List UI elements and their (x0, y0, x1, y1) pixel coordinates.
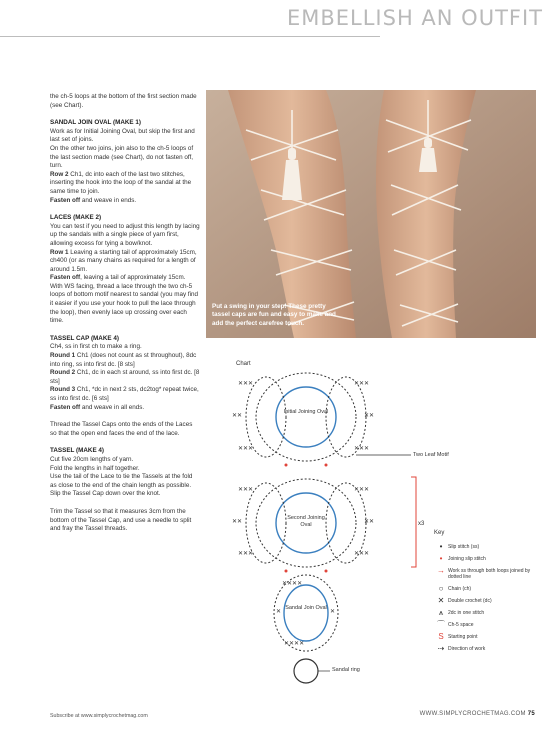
round-label: Round 1 (50, 352, 76, 360)
repeat-bracket (411, 477, 416, 567)
fasten-label: Fasten off (50, 403, 81, 411)
svg-text:✕✕✕: ✕✕✕ (354, 445, 370, 452)
key-item-label: Direction of work (448, 646, 486, 652)
legs-illustration (206, 90, 536, 338)
key-item-label: Starting point (448, 634, 478, 640)
svg-text:✕✕: ✕✕ (364, 412, 375, 419)
laces-section (50, 214, 200, 326)
tassel-cap-round-2 (50, 369, 200, 386)
key-item (434, 586, 544, 592)
key-item (434, 610, 544, 616)
chain-icon: ○ (438, 584, 444, 593)
two-leaf-motif-label: Two Leaf Motif (413, 452, 449, 458)
chart-key (434, 530, 544, 658)
svg-text:✕✕✕: ✕✕✕ (354, 550, 370, 557)
sandal-oval-ring (284, 585, 328, 641)
round-text: Ch1, dc in each st around, ss into first dc. [8 sts] (50, 369, 200, 385)
row-text: Leaving a starting tail of approximately 15cm, ch400 (or as many chains as required for a length of around 1.5m. (50, 248, 197, 273)
svg-text:✕✕✕: ✕✕✕ (354, 380, 370, 387)
photo-caption: Put a swing in your step! These pretty tassel caps are fun and easy to make and add the perfect carefree touch. (212, 302, 336, 327)
key-item-label: Work ss through both loops joined by dotted line (448, 568, 531, 580)
key-item-label: 2dc in one stitch (448, 610, 485, 616)
chart-title: Chart (236, 361, 251, 367)
initial-oval-ring (276, 387, 336, 447)
key-item (434, 646, 544, 652)
sandal-join-row-2 (50, 171, 200, 197)
key-item-label: Joining slip stitch (448, 556, 486, 562)
key-item (434, 544, 544, 550)
key-item (434, 634, 544, 640)
key-item (434, 568, 544, 580)
slip-stitch-icon: • (439, 542, 443, 551)
svg-text:✕✕: ✕✕ (364, 518, 375, 525)
svg-text:✕✕: ✕✕ (232, 518, 243, 525)
tassel-section (50, 447, 200, 533)
fasten-label: Fasten off (50, 274, 81, 282)
key-item (434, 556, 544, 562)
subscribe-footer: Subscribe at www.simplycrochetmag.com (50, 713, 148, 719)
section-title: EMBELLISH AN OUTFIT (286, 6, 543, 30)
round-label: Round 2 (50, 369, 76, 377)
fasten-text: , leaving a tail of approximately 15cm. (80, 274, 186, 282)
svg-text:✕✕✕: ✕✕✕ (238, 486, 254, 493)
pattern-text-column (50, 93, 200, 534)
laces-heading: LACES (MAKE 2) (50, 214, 102, 222)
sandal-ring-circle (294, 659, 318, 683)
second-oval-label: Second Joining Oval (287, 515, 325, 528)
svg-text:✕: ✕ (330, 608, 336, 615)
svg-text:✕: ✕ (276, 608, 282, 615)
sandal-join-line-2: On the other two joins, join also to the ch-5 loops of the last section made (see Chart), do not fasten off, turn. (50, 144, 194, 170)
page-header (0, 0, 555, 44)
svg-text:✕✕✕: ✕✕✕ (354, 486, 370, 493)
tassel-cap-section (50, 335, 200, 439)
legs-photo (206, 90, 536, 338)
tassel-line-4: Slip the Tassel Cap down over the knot. (50, 490, 161, 498)
svg-text:✕✕✕✕: ✕✕✕✕ (284, 640, 305, 647)
starting-point-icon: S (438, 632, 444, 641)
key-item-label: Ch-5 space (448, 622, 474, 628)
row-text: Ch1, dc into each of the last two stitches, inserting the hook into the loop of the sandal at the same time to join. (50, 170, 192, 195)
svg-text:✕✕✕✕: ✕✕✕✕ (282, 580, 303, 587)
tassel-cap-round-3 (50, 386, 200, 403)
svg-text:✕✕✕: ✕✕✕ (238, 380, 254, 387)
repeat-count: x3 (418, 521, 425, 527)
tassel-cap-fasten (50, 404, 200, 413)
sandal-join-line-1: Work as for Initial Joining Oval, but skip the first and last set of joins. (50, 127, 195, 144)
direction-of-work-icon: ⇢ (437, 644, 445, 653)
page-number: 75 (527, 711, 535, 717)
tassel-cap-line-1: Ch4, ss in first ch to make a ring. (50, 343, 142, 351)
tassel-line-2: Fold the lengths in half together. (50, 464, 140, 472)
double-crochet-icon: ✕ (437, 596, 445, 605)
site-url: WWW.SIMPLYCROCHETMAG.COM (419, 711, 526, 717)
round-label: Round 3 (50, 386, 76, 394)
header-rule (0, 36, 380, 37)
svg-text:✕✕✕: ✕✕✕ (238, 550, 254, 557)
tassel-line-5: Trim the Tassel so that it measures 3cm from the bottom of the Tassel Cap, and use a needle to split and fray the Tassel threads. (50, 507, 192, 533)
2dc-one-stitch-icon: ⩚ (438, 608, 444, 617)
svg-text:✕✕: ✕✕ (232, 412, 243, 419)
site-footer (420, 711, 535, 717)
sandal-oval-label: Sandal Join Oval (285, 605, 327, 611)
key-item-label: Slip stitch (ss) (448, 544, 480, 550)
key-title: Key (434, 530, 445, 536)
laces-fasten (50, 274, 200, 283)
row-label: Row 1 (50, 248, 69, 256)
sandal-join-fasten (50, 197, 200, 206)
sandal-join-heading: SANDAL JOIN OVAL (MAKE 1) (50, 119, 141, 127)
joining-slip-stitch-icon: • (439, 554, 443, 563)
sandal-ring-label: Sandal ring (332, 667, 360, 673)
fasten-text: and weave in ends. (80, 196, 137, 204)
tassel-cap-round-1 (50, 352, 200, 369)
sandal-join-section (50, 119, 200, 205)
tassel-cap-line-2: Thread the Tassel Caps onto the ends of the Laces so that the open end faces the end of the lace. (50, 421, 193, 437)
tassel-line-3: Use the tail of the Lace to tie the Tassels at the fold as close to the end of the chain length as possible. (50, 473, 193, 489)
fasten-text: and weave in all ends. (80, 403, 145, 411)
key-item-label: Chain (ch) (448, 586, 472, 592)
initial-oval-label: Initial Joining Oval (283, 409, 329, 415)
intro-paragraph: the ch-5 loops at the bottom of the first section made (see Chart). (50, 93, 197, 109)
round-text: Ch1 (does not count as st throughout), 8dc into ring, ss into first dc. [8 sts] (50, 352, 197, 368)
fasten-label: Fasten off (50, 196, 81, 204)
row-label: Row 2 (50, 170, 69, 178)
tassel-cap-heading: TASSEL CAP (MAKE 4) (50, 334, 119, 342)
round-text: Ch1, *dc in next 2 sts, dc2tog* repeat twice, ss into first dc. [6 sts] (50, 386, 199, 402)
ch5-space-icon: ⌒ (437, 620, 445, 629)
key-item (434, 622, 544, 628)
laces-line-1: You can test if you need to adjust this length by lacing up the sandals with a single piece of yarn first, allowing excess for tying a bow/knot. (50, 222, 200, 247)
key-item-label: Double crochet (dc) (448, 598, 492, 604)
svg-text:✕✕✕: ✕✕✕ (238, 445, 254, 452)
laces-line-2: With WS facing, thread a lace through the two ch-5 loops of bottom motif nearest to sandal (you may find it easier if you use your hook to pull the lace through the loop), then evenly lace up crossing over each time. (50, 282, 199, 325)
laces-row-1 (50, 249, 200, 275)
work-through-loops-icon: → (437, 566, 445, 575)
tassel-heading: TASSEL (MAKE 4) (50, 447, 104, 455)
key-item (434, 598, 544, 604)
tassel-line-1: Cut five 20cm lengths of yarn. (50, 455, 134, 463)
